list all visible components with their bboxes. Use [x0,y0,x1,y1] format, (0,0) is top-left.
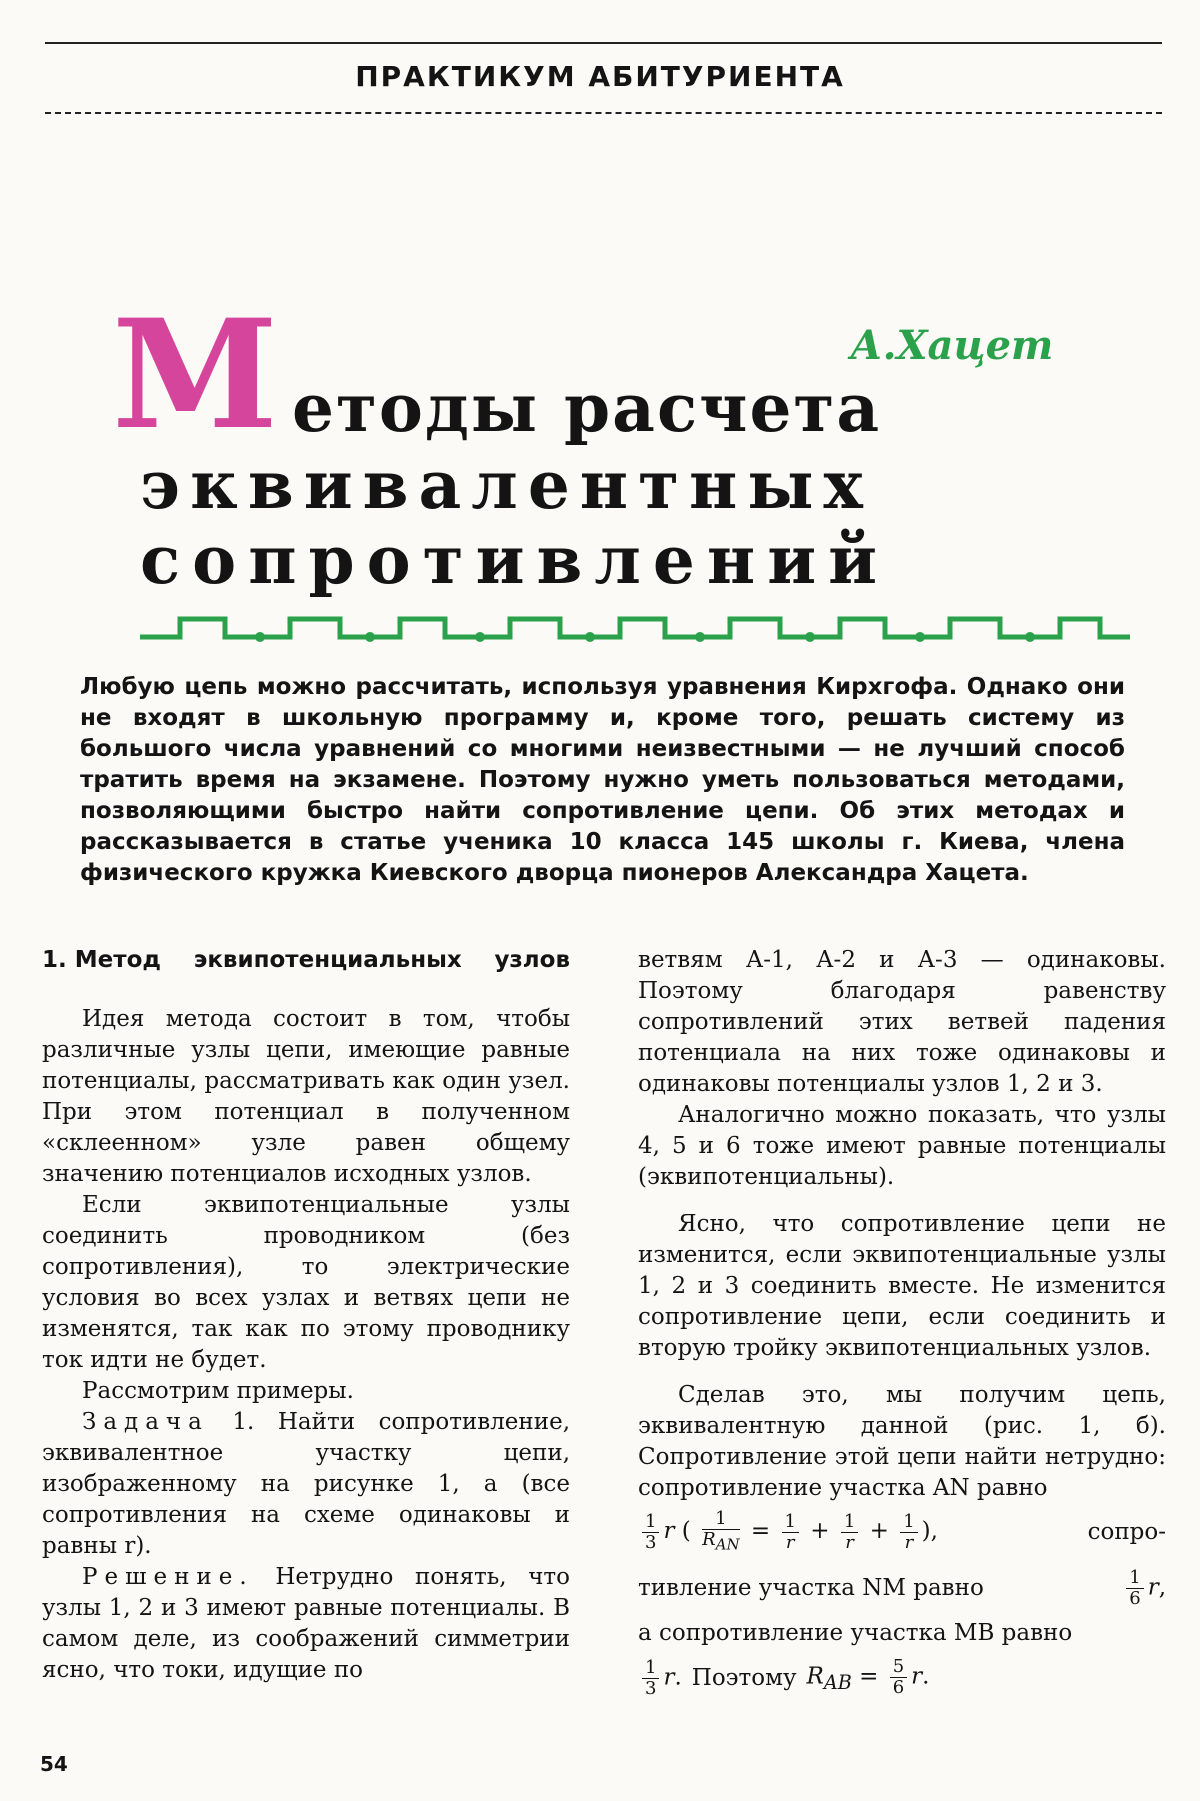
section-heading-number-word: 1. Метод [42,947,161,973]
formula-mb: а сопротивление участка MB равно [638,1619,1073,1646]
formula-an-expression: $\frac{1}{3}$ r ( $\frac{1}{R_{AN}}$ = $\frac{1}{r}$ + $\frac{1}{r}$ + $\frac{1}{r}$ ), [638,1509,938,1555]
paragraph: Сделав это, мы получим цепь, эквивалентную данной (рис. 1, б). Сопротивление этой цепи найти нетрудно: сопротивление участка AN равно [638,1382,1166,1501]
paragraph: Аналогично можно показать, что узлы 4, 5 и 6 тоже имеют равные потенциалы (эквипотенциальны). [638,1102,1166,1190]
author-name: А.Хацет [850,322,1054,369]
task-paragraph [42,1407,570,1562]
left-column [42,945,570,1686]
formula-ab: $\frac{1}{3}$ r. Поэтому $R_{AB}$ = $\frac{5}{6}$ r. [638,1650,1166,1706]
title-line-3: сопротивлений [140,521,890,599]
title-initial-letter: М [112,287,279,463]
title-line-2: эквивалентных [140,446,873,524]
circuit-node [805,632,815,642]
section-heading [42,945,570,976]
paragraph: Ясно, что сопротивление цепи не изменится, если эквипотенциальные узлы 1, 2 и 3 соединить вместе. Не изменится сопротивление цепи, если соединить и вторую тройку эквипотенциальных узлов. [638,1211,1166,1361]
fraction: $\frac{5}{6}$ [890,1657,907,1698]
section-header: ПРАКТИКУМ АБИТУРИЕНТА [355,60,845,93]
formula-nm: тивление участка NM равно $\frac{1}{6}$ r, [638,1566,1166,1609]
page-number: 54 [40,1752,68,1776]
fraction: $\frac{1}{6}$ [1126,1568,1143,1609]
paragraph: Если эквипотенциальные узлы соединить проводником (без сопротивления), то электрические условия во всех узлах и ветвях цепи не изменятся, так как по этому проводнику ток идти не будет. [42,1192,570,1373]
circuit-node [365,632,375,642]
circuit-node [695,632,705,642]
circuit-wire [140,619,1130,637]
circuit-node [915,632,925,642]
fraction: $\frac{1}{3}$ [642,1658,659,1699]
solution-text: Нетрудно понять, что узлы 1, 2 и 3 имеют равные потенциалы. В самом деле, из соображений симметрии ясно, что токи, идущие по [42,1564,571,1683]
top-rule [45,42,1162,44]
paragraph: Идея метода состоит в том, чтобы различные узлы цепи, имеющие равные потенциалы, рассматривать как один узел. При этом потенциал в полученном «склеенном» узле равен общему значению потенциалов исходных узлов. [42,1006,570,1187]
circuit-node [1025,632,1035,642]
fraction: $\frac{1}{r}$ [900,1512,917,1553]
solution-label: Решение. [82,1564,254,1590]
paragraph: ветвям А-1, А-2 и А-3 — одинаковы. Поэтому благодаря равенству сопротивлений этих ветвей падения потенциала на них тоже одинаковы и одинаковы потенциалы узлов 1, 2 и 3. [638,947,1166,1097]
header-bottom-rule [45,112,1162,114]
abstract-text: Любую цепь можно рассчитать, используя уравнения Кирхгофа. Однако они не входят в школьную программу и, кроме того, решать систему из большого числа уравнений со многими неизвестными — не лучший способ тратить время на экзамене. Поэтому нужно уметь пользоваться методами, позволяющими быстро найти сопротивление цепи. Об этих методах и рассказывается в статье ученика 10 класса 145 школы г. Киева, члена физического кружка Киевского дворца пионеров Александра Хацета. [80,674,1125,886]
circuit-node [585,632,595,642]
title-line-1: етоды расчета [292,369,882,447]
circuit-decoration [140,607,1130,647]
fraction: $\frac{1}{R_{AN}}$ [702,1508,740,1554]
section-heading-word: эквипотенциальных [193,947,462,973]
hyphenated-word-start: сопро- [1087,1518,1166,1545]
fraction: $\frac{1}{r}$ [782,1512,799,1553]
formula-an [638,1504,1166,1560]
abstract [80,672,1125,889]
fraction: $\frac{1}{3}$ [642,1512,659,1553]
solution-paragraph [42,1562,570,1686]
paragraph: Рассмотрим примеры. [82,1378,354,1404]
circuit-node [255,632,265,642]
right-column [638,945,1166,1706]
circuit-node [475,632,485,642]
task-text: 1. Найти сопротивление, эквивалентное участку цепи, изображенному на рисунке 1, а (все сопротивления на схеме одинаковы и равны r). [42,1409,571,1559]
section-heading-word: узлов [494,947,570,973]
task-label: Задача [82,1409,209,1435]
fraction: $\frac{1}{r}$ [841,1512,858,1553]
